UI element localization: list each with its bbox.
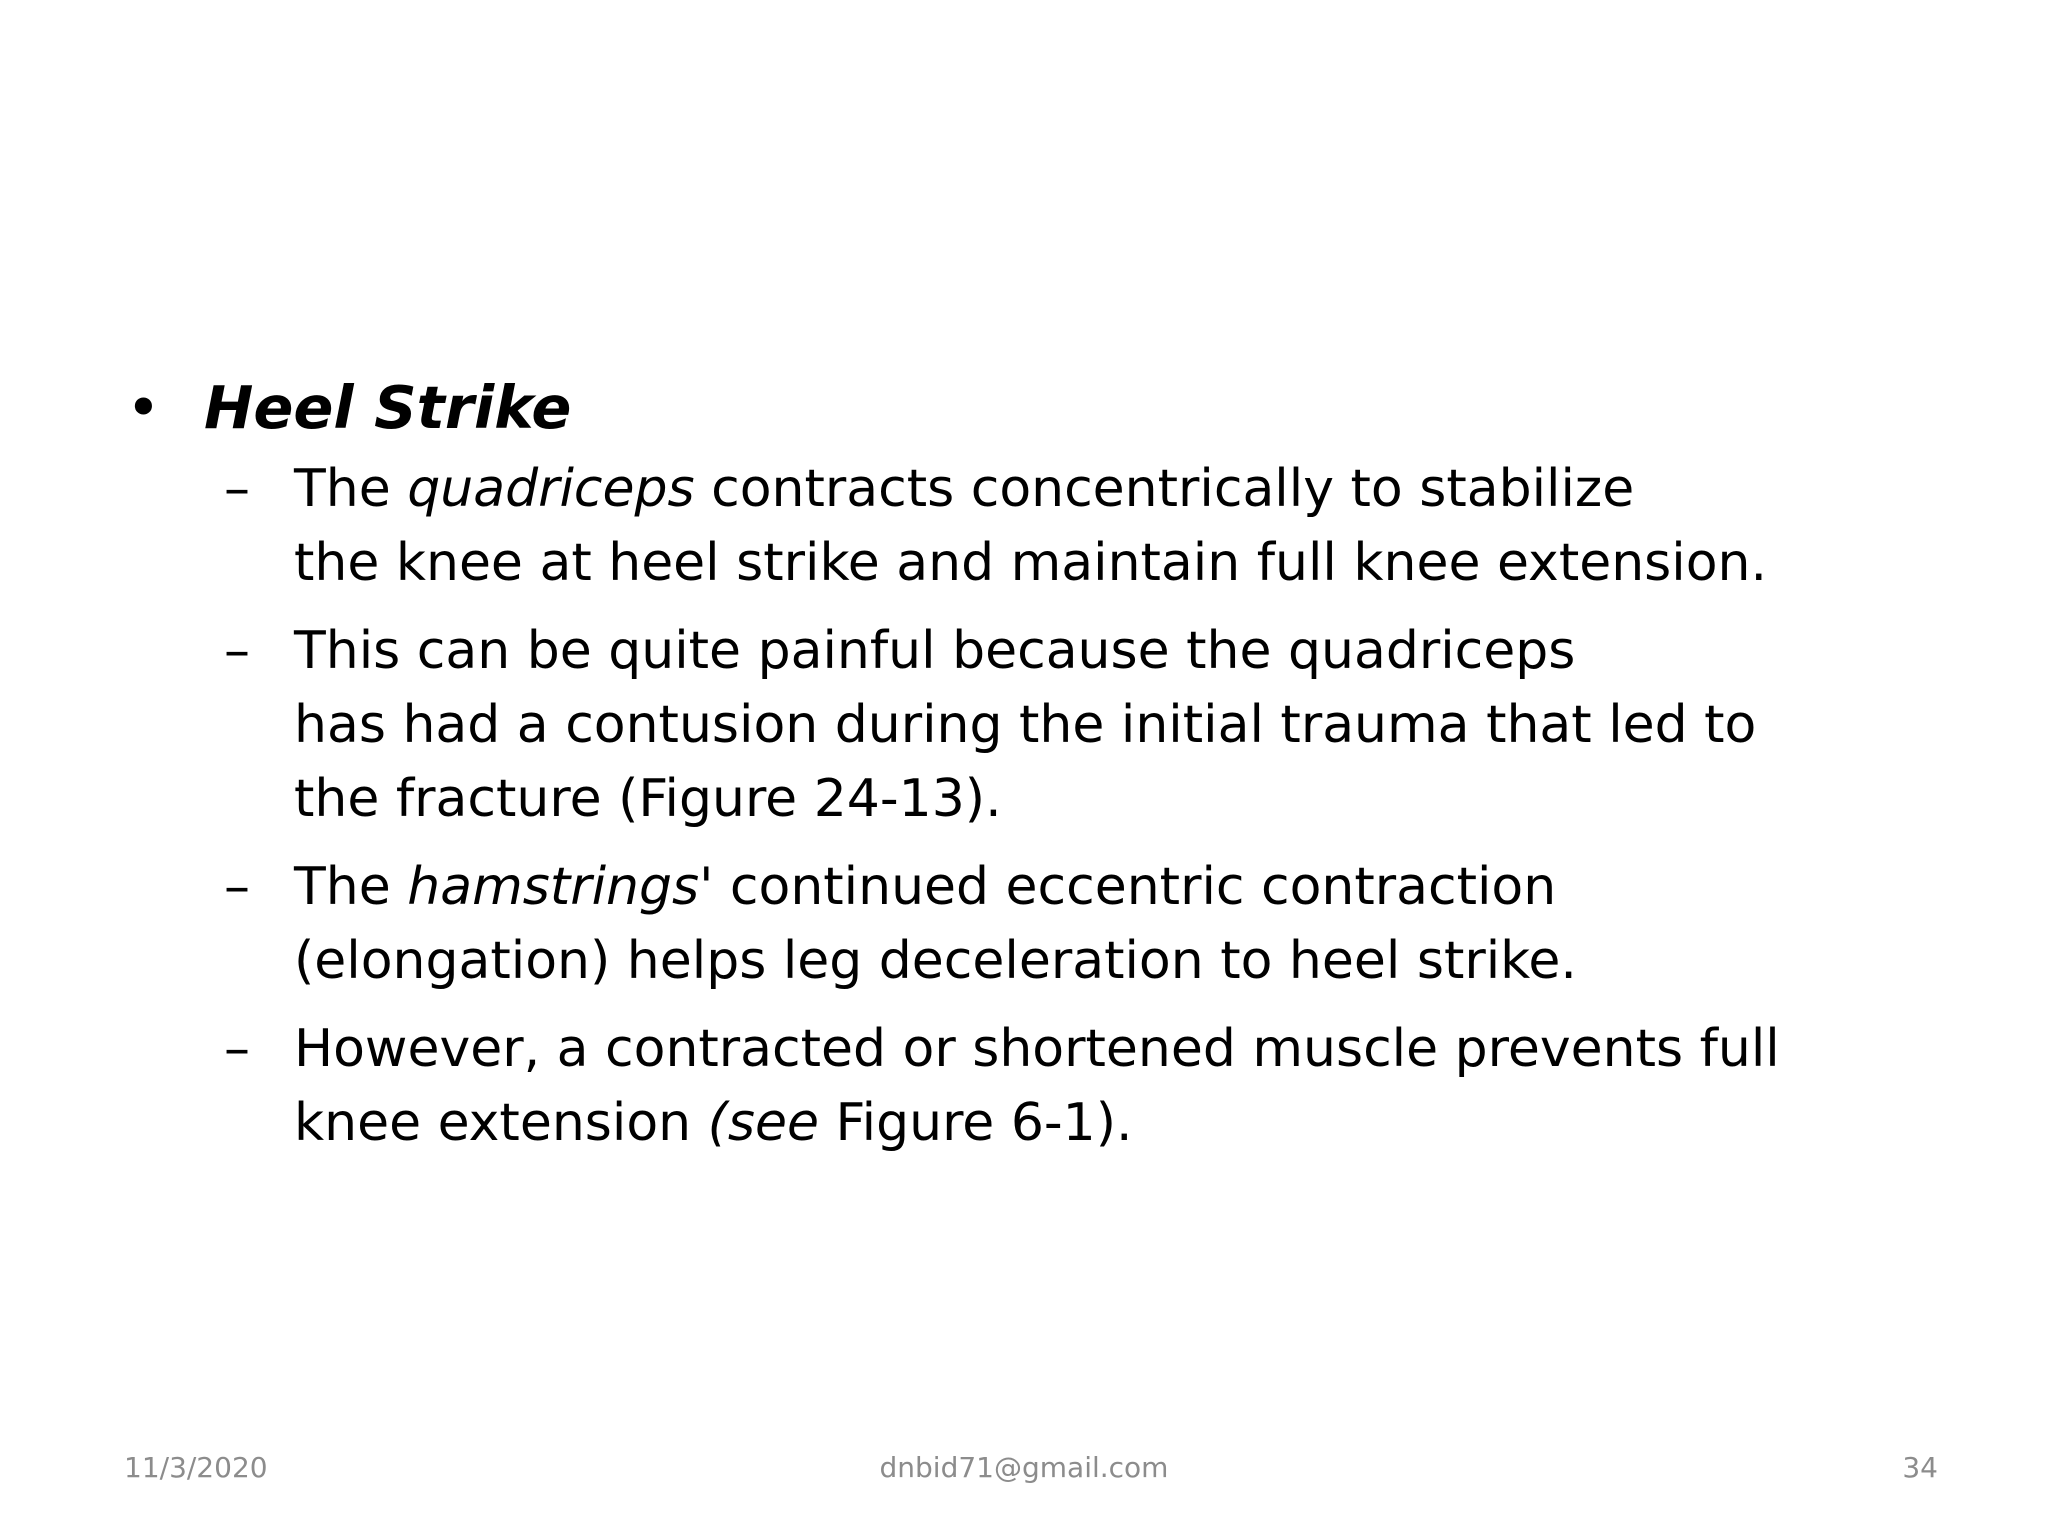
slide-content (120, 372, 1940, 1174)
text-segment: the knee at heel strike and maintain full knee extension. (294, 533, 1768, 593)
bullet-marker: • (126, 373, 161, 442)
heading-text: Heel Strike (204, 373, 572, 442)
emphasized-text: quadriceps (407, 459, 695, 519)
heading-bullet (120, 372, 1940, 444)
dash-marker: – (224, 459, 250, 519)
sub-point-line (294, 924, 1820, 998)
text-segment: has had a contusion during the initial trauma that led to (294, 695, 1757, 755)
sub-point-item (120, 614, 1820, 836)
footer-email: dnbid71@gmail.com (879, 1451, 1169, 1484)
sub-point-list (120, 452, 1940, 1160)
emphasized-text: hamstrings' (407, 857, 714, 917)
text-segment: However, a contracted or shortened muscle prevents full (294, 1019, 1780, 1079)
sub-point-line (294, 526, 1820, 600)
text-segment: (elongation) helps leg deceleration to heel strike. (294, 931, 1577, 991)
sub-point-item (120, 452, 1820, 600)
emphasized-text: (see (707, 1093, 819, 1153)
text-segment: The (294, 459, 408, 519)
footer-page-number: 34 (1902, 1451, 1938, 1484)
dash-marker: – (224, 1019, 250, 1079)
sub-point-line (294, 1086, 1820, 1160)
sub-point-line (294, 762, 1820, 836)
dash-marker: – (224, 621, 250, 681)
text-segment: knee extension (294, 1093, 708, 1153)
sub-point-item (120, 850, 1820, 998)
text-segment: The (294, 857, 408, 917)
footer-date: 11/3/2020 (124, 1451, 268, 1484)
dash-marker: – (224, 857, 250, 917)
sub-point-line (294, 688, 1820, 762)
sub-point-line (294, 614, 1820, 688)
text-segment: Figure 6-1). (819, 1093, 1133, 1153)
sub-point-line (294, 850, 1820, 924)
sub-point-item (120, 1012, 1820, 1160)
sub-point-line (294, 452, 1820, 526)
text-segment: contracts concentrically to stabilize (694, 459, 1635, 519)
text-segment: the fracture (Figure 24-13). (294, 769, 1002, 829)
sub-point-line (294, 1012, 1820, 1086)
text-segment: continued eccentric contraction (713, 857, 1557, 917)
text-segment: This can be quite painful because the quadriceps (294, 621, 1576, 681)
